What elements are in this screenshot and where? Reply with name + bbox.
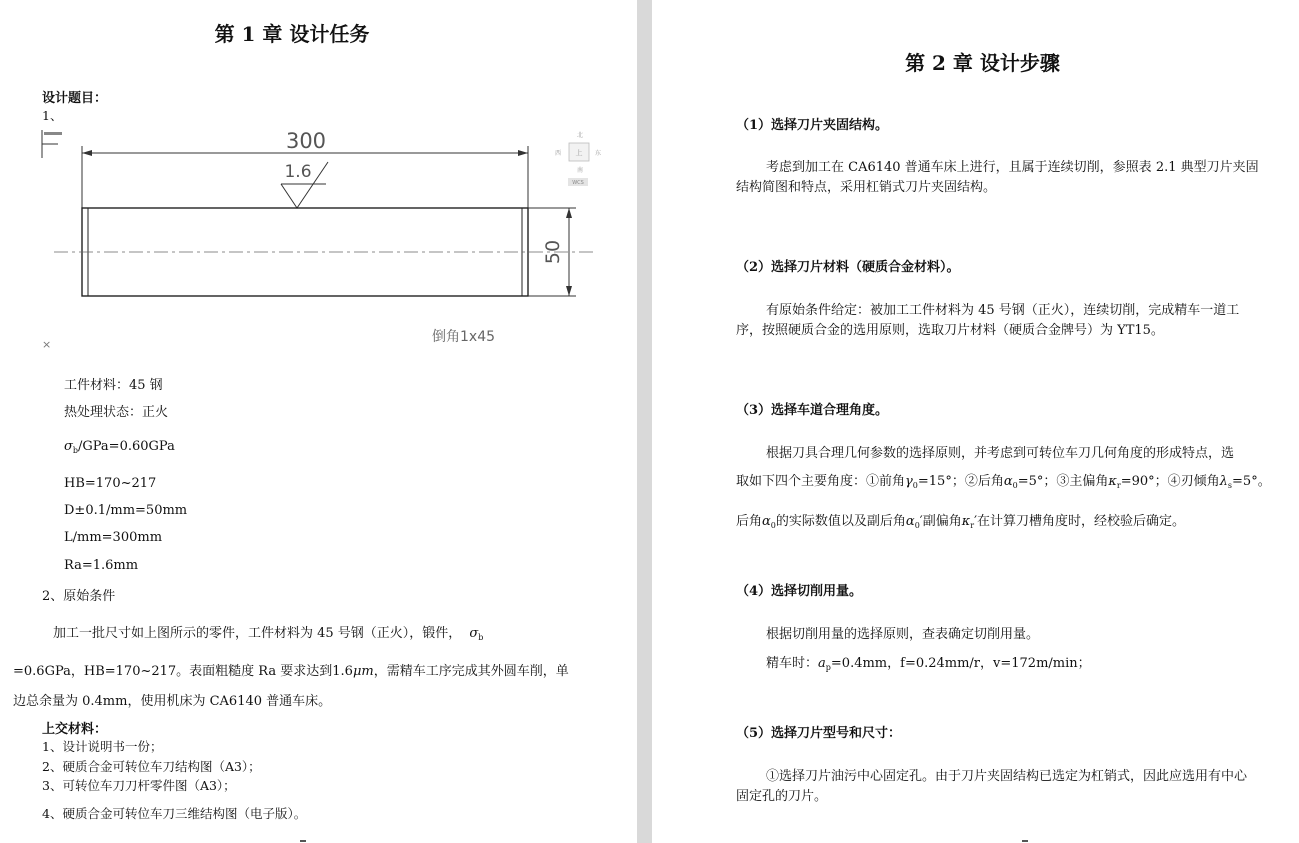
section-1-line: 结构简图和特点，采用杠销式刀片夹固结构。: [736, 180, 997, 195]
section-5-line: 固定孔的刀片。: [736, 789, 828, 804]
submit-item: 3、可转位车刀刀杆零件图（A3）；: [42, 778, 236, 793]
section-2-line: 有原始条件给定：被加工工件材料为 45 号钢（正火），连续切削，完成精车一道工: [766, 303, 1240, 318]
param-l: L/mm=300mm: [64, 530, 163, 545]
svg-text:东: 东: [594, 150, 602, 157]
dim-arrow-bottom: [566, 286, 572, 296]
diameter-dimension-text: 50: [542, 239, 564, 265]
section-2-line: 序，按照硬质合金的选用原则，选取刀片材料（硬质合金牌号）为 YT15。: [736, 323, 1164, 338]
section-4-heading: （4）选择切削用量。: [736, 584, 863, 599]
section-4-line-2: 精车时：$a_p=0.4mm$，f=0.24mm/r，v=172m/min；: [766, 656, 1091, 672]
dim-arrow-top: [566, 208, 572, 218]
shaft-drawing: [36, 124, 616, 354]
param-sigma: $\sigma_b/GPa=0.60GPa$: [64, 439, 175, 455]
condition-line-2: =0.6GPa，HB=170~217。表面粗糙度 Ra 要求达到1.6μm，需精车工序完成其外圆车削，单: [13, 664, 569, 679]
section-1-heading: （1）选择刀片夹固结构。: [736, 118, 889, 133]
param-heat: 热处理状态：正火: [64, 405, 169, 420]
param-hb: HB=170~217: [64, 476, 157, 491]
page-gutter: [637, 0, 652, 843]
condition-line-1: 加工一批尺寸如上图所示的零件，工件材料为 45 号钢（正火），锻件， $\sigma_b$: [53, 626, 484, 642]
param-d: D±0.1/mm=50mm: [64, 503, 188, 518]
chapter-1-title: 第 1 章 设计任务: [214, 22, 370, 46]
svg-text:南: 南: [576, 167, 584, 174]
section-1-line: 考虑到加工在 CA6140 普通车床上进行，且属于连续切削，参照表 2.1 典型刀片夹固: [766, 160, 1259, 175]
submit-item: 4、硬质合金可转位车刀三维结构图（电子版）。: [42, 806, 307, 821]
document-page-2: [652, 0, 1299, 843]
dim-arrow-right: [518, 150, 528, 156]
svg-text:上: 上: [575, 149, 583, 157]
view-cube-widget[interactable]: [552, 128, 602, 188]
length-dimension-text: 300: [285, 129, 327, 153]
dim-arrow-left: [82, 150, 92, 156]
condition-line-3: 边总余量为 0.4mm，使用机床为 CA6140 普通车床。: [13, 694, 332, 709]
submit-item: 1、设计说明书一份；: [42, 739, 163, 754]
section-3-heading: （3）选择车道合理角度。: [736, 403, 889, 418]
section-4-line-1: 根据切削用量的选择原则，查表确定切削用量。: [766, 627, 1040, 642]
section-3-line-3: 后角$\alpha_0$的实际数值以及副后角$\alpha_0'$副偏角$\kappa_r'$在计算刀槽角度时，经校验后确定。: [736, 514, 1186, 530]
submit-materials-label: 上交材料：: [42, 722, 108, 737]
chapter-2-title: 第 2 章 设计步骤: [905, 51, 1060, 75]
roughness-value: 1.6: [284, 162, 312, 182]
section-2-heading: （2）选择刀片材料（硬质合金材料）。: [736, 260, 960, 275]
section-5-heading: （5）选择刀片型号和尺寸：: [736, 726, 902, 741]
submit-item: 2、硬质合金可转位车刀结构图（A3）；: [42, 759, 261, 774]
svg-text:西: 西: [554, 150, 562, 157]
section-3-line-2: 取如下四个主要角度：①前角$\gamma_0=15^\circ$；②后角$\alpha_0=5^\circ$；③主偏角$\kappa_r=90^\circ$；④刃倾角$\lambda_s=5^\circ$。: [736, 474, 1271, 490]
page-number-mark: [300, 840, 306, 842]
corner-mark: [44, 132, 62, 135]
page-number-mark: [1022, 840, 1028, 842]
chamfer-note: 倒角1x45: [432, 329, 496, 345]
document-page-1: [0, 0, 637, 843]
param-ra: Ra=1.6mm: [64, 558, 139, 573]
cross-mark: ×: [42, 338, 52, 351]
param-material: 工件材料：45 钢: [64, 378, 163, 393]
view-cube-icon: [552, 128, 602, 188]
svg-text:北: 北: [576, 132, 584, 139]
item-1-label: 1、: [42, 108, 63, 123]
section-5-line: ①选择刀片油污中心固定孔。由于刀片夹固结构已选定为杠销式，因此应选用有中心: [766, 769, 1248, 784]
item-2-label: 2、原始条件: [42, 589, 116, 604]
design-topic-label: 设计题目：: [42, 91, 108, 106]
svg-text:WCS: WCS: [572, 180, 584, 186]
section-3-line-1: 根据刀具合理几何参数的选择原则，并考虑到可转位车刀几何角度的形成特点，选: [766, 446, 1235, 461]
